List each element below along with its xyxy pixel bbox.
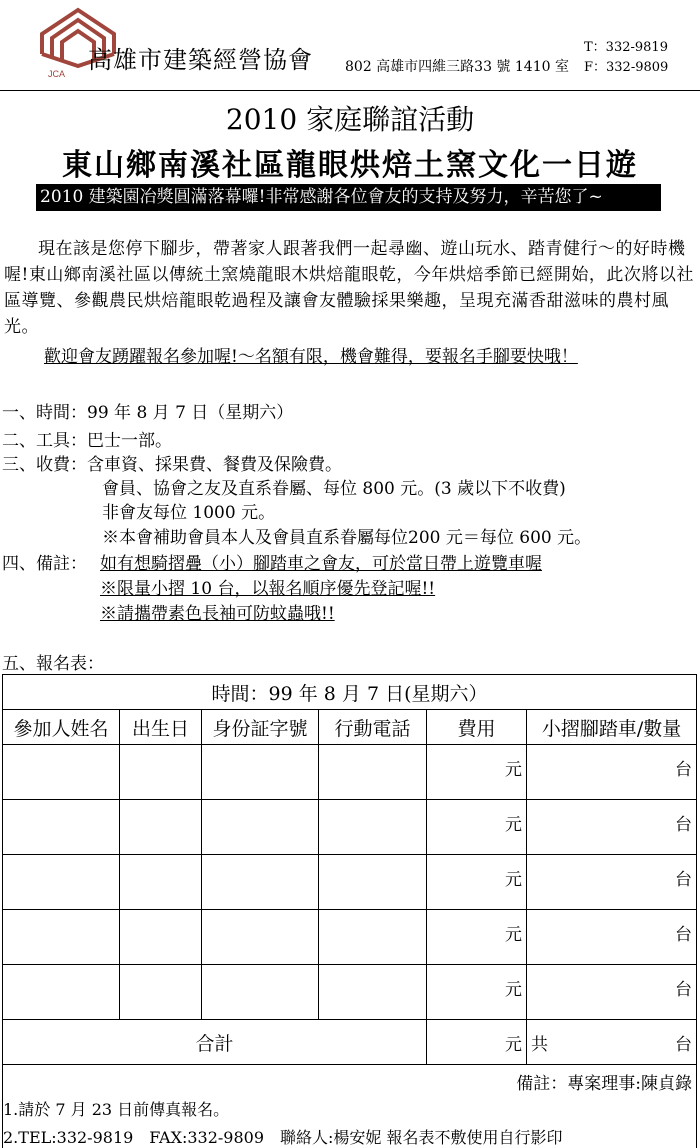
birthday-cell[interactable] bbox=[120, 800, 202, 855]
contact-block bbox=[584, 38, 668, 78]
column-header-fee: 費用 bbox=[427, 710, 527, 745]
organization-name: 高雄市建築經營協會 bbox=[88, 40, 313, 75]
id-cell[interactable] bbox=[202, 965, 319, 1020]
tel-number: T：332-9819 bbox=[584, 38, 668, 58]
form-time-header: 時間：99 年 8 月 7 日(星期六） bbox=[3, 675, 697, 710]
name-cell[interactable] bbox=[3, 910, 120, 965]
fee-cell[interactable]: 元 bbox=[427, 855, 527, 910]
event-title: 2010 家庭聯誼活動 bbox=[0, 98, 700, 138]
note-project-director: 備註：專案理事:陳貞錄 bbox=[3, 1069, 696, 1094]
welcome-line: 歡迎會友踴躍報名參加喔!～名額有限，機會難得，要報名手腳要快哦！ bbox=[44, 342, 578, 367]
item-fee-nonmember: 非會友每位 1000 元。 bbox=[102, 498, 275, 523]
fee-cell[interactable]: 元 bbox=[427, 800, 527, 855]
column-header-bike: 小摺腳踏車/數量 bbox=[527, 710, 697, 745]
column-header-id: 身份証字號 bbox=[202, 710, 319, 745]
id-cell[interactable] bbox=[202, 910, 319, 965]
mobile-cell[interactable] bbox=[319, 800, 427, 855]
total-tai: 台 bbox=[675, 1030, 692, 1055]
total-fee-cell[interactable]: 元 bbox=[427, 1020, 527, 1065]
item-remark-3: ※請攜帶素色長袖可防蚊蟲哦!! bbox=[100, 599, 335, 624]
fee-cell[interactable]: 元 bbox=[427, 745, 527, 800]
item-remark-2: ※限量小摺 10 台，以報名順序優先登記喔!! bbox=[100, 574, 435, 599]
birthday-cell[interactable] bbox=[120, 745, 202, 800]
bike-cell[interactable]: 台 bbox=[527, 745, 697, 800]
registration-form bbox=[2, 674, 697, 1148]
total-row bbox=[3, 1020, 697, 1065]
item-fee: 三、收費：含車資、採果費、餐費及保險費。 bbox=[2, 450, 342, 475]
total-label: 合計 bbox=[3, 1020, 427, 1065]
bike-cell[interactable]: 台 bbox=[527, 965, 697, 1020]
mobile-cell[interactable] bbox=[319, 855, 427, 910]
bike-cell[interactable]: 台 bbox=[527, 855, 697, 910]
name-cell[interactable] bbox=[3, 800, 120, 855]
id-cell[interactable] bbox=[202, 745, 319, 800]
mobile-cell[interactable] bbox=[319, 910, 427, 965]
fee-cell[interactable]: 元 bbox=[427, 910, 527, 965]
total-gong: 共 bbox=[531, 1035, 548, 1055]
bike-cell[interactable]: 台 bbox=[527, 910, 697, 965]
name-cell[interactable] bbox=[3, 965, 120, 1020]
item-time: 一、時間：99 年 8 月 7 日（星期六） bbox=[2, 398, 293, 423]
item-fee-subsidy: ※本會補助會員本人及會員直系眷屬每位200 元＝每位 600 元。 bbox=[102, 523, 591, 548]
organization-address: 802 高雄市四維三路33 號 1410 室 bbox=[345, 56, 569, 76]
column-header-birthday: 出生日 bbox=[120, 710, 202, 745]
id-cell[interactable] bbox=[202, 800, 319, 855]
logo-text: JCA bbox=[48, 69, 65, 78]
birthday-cell[interactable] bbox=[120, 965, 202, 1020]
bike-cell[interactable]: 台 bbox=[527, 800, 697, 855]
item-fee-member: 會員、協會之友及直系眷屬、每位 800 元。(3 歲以下不收費) bbox=[102, 474, 566, 499]
note-contact: 2.TEL:332-9819 FAX:332-9809 聯絡人:楊安妮 報名表不敷使用自行影印 bbox=[3, 1128, 696, 1148]
table-row bbox=[3, 745, 697, 800]
table-row bbox=[3, 800, 697, 855]
birthday-cell[interactable] bbox=[120, 855, 202, 910]
fee-cell[interactable]: 元 bbox=[427, 965, 527, 1020]
mobile-cell[interactable] bbox=[319, 745, 427, 800]
column-header-name: 參加人姓名 bbox=[3, 710, 120, 745]
header-divider bbox=[0, 90, 700, 91]
item-remark-1: 如有想騎摺疊（小）腳踏車之會友，可於當日帶上遊覽車喔 bbox=[100, 549, 542, 574]
mobile-cell[interactable] bbox=[319, 965, 427, 1020]
item-form-label: 五、報名表： bbox=[2, 649, 104, 674]
total-bike-cell[interactable] bbox=[527, 1020, 697, 1065]
birthday-cell[interactable] bbox=[120, 910, 202, 965]
name-cell[interactable] bbox=[3, 745, 120, 800]
table-row bbox=[3, 855, 697, 910]
form-notes bbox=[3, 1065, 697, 1148]
thanks-banner: 2010 建築園冶獎圓滿落幕囉!非常感謝各位會友的支持及努力，辛苦您了~ bbox=[36, 184, 661, 211]
name-cell[interactable] bbox=[3, 855, 120, 910]
item-remark-label: 四、備註： bbox=[2, 549, 87, 574]
event-subtitle: 東山鄉南溪社區龍眼烘焙土窯文化一日遊 bbox=[0, 140, 700, 184]
column-header-mobile: 行動電話 bbox=[319, 710, 427, 745]
table-row bbox=[3, 910, 697, 965]
id-cell[interactable] bbox=[202, 855, 319, 910]
fax-number: F：332-9809 bbox=[584, 58, 668, 78]
note-fax-deadline: 1.請於 7 月 23 日前傳真報名。 bbox=[3, 1100, 696, 1120]
item-tool: 二、工具：巴士一部。 bbox=[2, 426, 172, 451]
intro-paragraph: 現在該是您停下腳步，帶著家人跟著我們一起尋幽、遊山玩水、踏青健行～的好時機喔!東山鄉南溪社區以傳統土窯燒龍眼木烘焙龍眼乾，今年烘焙季節已經開始，此次將以社區導覽、參觀農民烘焙龍眼乾過程及讓會友體驗採果樂趣，呈現充滿香甜滋味的農村風光。 bbox=[4, 236, 694, 340]
table-row bbox=[3, 965, 697, 1020]
